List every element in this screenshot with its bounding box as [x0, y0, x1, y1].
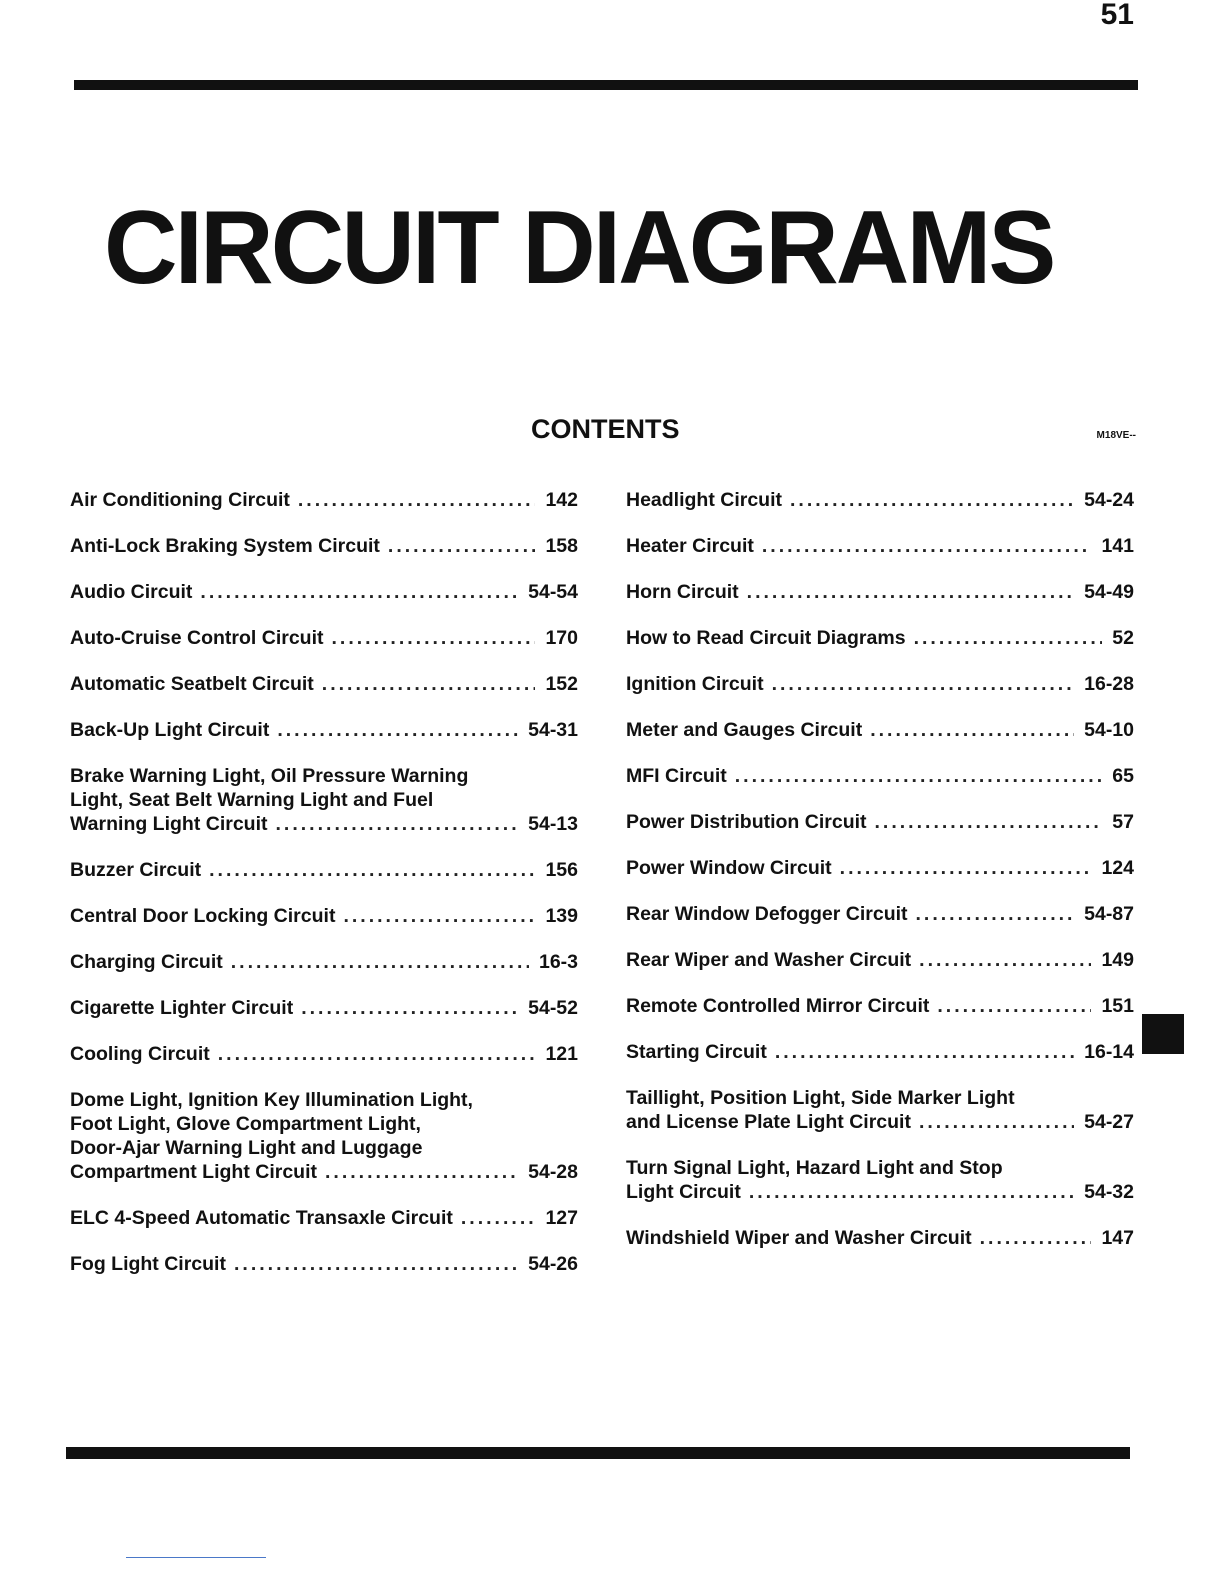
contents-entry[interactable]	[626, 948, 1134, 972]
contents-entry-line	[70, 534, 578, 558]
bottom-rule	[66, 1447, 1130, 1459]
contents-entry-line	[626, 1156, 1134, 1180]
contents-entry[interactable]	[70, 488, 578, 512]
contents-entry-page: 149	[1101, 949, 1134, 971]
contents-entry[interactable]	[626, 672, 1134, 696]
contents-entry-line	[70, 764, 578, 788]
contents-entry-line	[70, 488, 578, 512]
contents-entry-line	[626, 994, 1134, 1018]
dot-leader	[840, 856, 1092, 880]
contents-entry-page: 54-52	[528, 997, 578, 1019]
dot-leader	[980, 1226, 1092, 1250]
contents-entry-line	[626, 580, 1134, 604]
contents-entry[interactable]	[626, 902, 1134, 926]
contents-entry-page: 54-49	[1084, 581, 1134, 603]
contents-entry-line	[70, 580, 578, 604]
contents-entry-line	[626, 1086, 1134, 1110]
contents-entry-page: 16-14	[1084, 1041, 1134, 1063]
contents-entry-page: 170	[545, 627, 578, 649]
contents-entry-title: Horn Circuit	[626, 581, 739, 603]
contents-entry-page: 152	[545, 673, 578, 695]
contents-entry-page: 158	[545, 535, 578, 557]
scan-artifact-line	[126, 1557, 266, 1558]
dot-leader	[790, 488, 1074, 512]
contents-entry-title: Headlight Circuit	[626, 489, 783, 511]
dot-leader	[749, 1180, 1074, 1204]
contents-entry-line	[626, 948, 1134, 972]
contents-entry-title: Cigarette Lighter Circuit	[70, 997, 294, 1019]
contents-entry-title: Automatic Seatbelt Circuit	[70, 673, 314, 695]
contents-entry-title: Meter and Gauges Circuit	[626, 719, 863, 741]
contents-entry-page: 147	[1101, 1227, 1134, 1249]
contents-entry[interactable]	[70, 950, 578, 974]
contents-entry[interactable]	[70, 1042, 578, 1066]
contents-entry[interactable]	[626, 488, 1134, 512]
contents-entry-title: Taillight, Position Light, Side Marker Light	[626, 1087, 1015, 1109]
contents-entry-page: 16-28	[1084, 673, 1134, 695]
contents-entry-page: 65	[1112, 765, 1134, 787]
contents-entry-title: Buzzer Circuit	[70, 859, 202, 881]
contents-entry-page: 52	[1112, 627, 1134, 649]
dot-leader	[298, 488, 536, 512]
page-title: CIRCUIT DIAGRAMS	[104, 190, 1054, 306]
contents-entry[interactable]	[626, 1040, 1134, 1064]
contents-entry-page: 54-28	[528, 1161, 578, 1183]
contents-entry-title: Light Circuit	[626, 1181, 741, 1203]
contents-entry-page: 54-10	[1084, 719, 1134, 741]
contents-entry-line	[626, 1226, 1134, 1250]
contents-column-left	[70, 488, 578, 1298]
contents-column-right	[626, 488, 1134, 1272]
contents-entry-line	[70, 812, 578, 836]
dot-leader	[388, 534, 536, 558]
contents-entry-title: Door-Ajar Warning Light and Luggage	[70, 1137, 423, 1159]
dot-leader	[919, 1110, 1074, 1134]
contents-entry-page: 54-54	[528, 581, 578, 603]
contents-entry[interactable]	[626, 1086, 1134, 1134]
contents-entry[interactable]	[70, 904, 578, 928]
contents-entry-title: Back-Up Light Circuit	[70, 719, 270, 741]
contents-entry-title: Warning Light Circuit	[70, 813, 268, 835]
contents-entry[interactable]	[70, 1252, 578, 1276]
contents-entry-line	[70, 1206, 578, 1230]
contents-entry-line	[626, 1180, 1134, 1204]
contents-entry-title: Light, Seat Belt Warning Light and Fuel	[70, 789, 434, 811]
dot-leader	[937, 994, 1091, 1018]
dot-leader	[301, 996, 518, 1020]
dot-leader	[747, 580, 1074, 604]
contents-entry[interactable]	[70, 672, 578, 696]
contents-entry-page: 54-27	[1084, 1111, 1134, 1133]
contents-entry-line	[70, 1252, 578, 1276]
contents-entry-title: Air Conditioning Circuit	[70, 489, 290, 511]
dot-leader	[762, 534, 1092, 558]
contents-entry-line	[626, 672, 1134, 696]
contents-entry-line	[626, 764, 1134, 788]
contents-entry-line	[626, 1040, 1134, 1064]
contents-entry-title: Ignition Circuit	[626, 673, 764, 695]
contents-entry-line	[70, 718, 578, 742]
contents-entry-page: 16-3	[538, 951, 578, 973]
dot-leader	[234, 1252, 518, 1276]
contents-entry-page: 127	[545, 1207, 578, 1229]
contents-entry-line	[70, 858, 578, 882]
contents-entry-line	[70, 1160, 578, 1184]
dot-leader	[772, 672, 1075, 696]
contents-entry-title: How to Read Circuit Diagrams	[626, 627, 906, 649]
contents-entry-title: Dome Light, Ignition Key Illumination Light,	[70, 1089, 473, 1111]
contents-entry[interactable]	[70, 858, 578, 882]
contents-heading: CONTENTS	[531, 414, 680, 444]
contents-entry[interactable]	[70, 534, 578, 558]
contents-entry-line	[626, 902, 1134, 926]
contents-entry-page: 54-24	[1084, 489, 1134, 511]
contents-entry-line	[70, 672, 578, 696]
contents-entry[interactable]	[626, 856, 1134, 880]
document-code: M18VE--	[1096, 430, 1136, 441]
dot-leader	[870, 718, 1074, 742]
contents-entry[interactable]	[70, 1088, 578, 1184]
contents-entry[interactable]	[626, 764, 1134, 788]
contents-entry-title: Audio Circuit	[70, 581, 193, 603]
dot-leader	[209, 858, 535, 882]
dot-leader	[322, 672, 536, 696]
contents-entry[interactable]	[626, 534, 1134, 558]
contents-entry[interactable]	[626, 994, 1134, 1018]
contents-entry[interactable]	[626, 718, 1134, 742]
contents-entry-page: 141	[1101, 535, 1134, 557]
contents-entry-title: Central Door Locking Circuit	[70, 905, 336, 927]
contents-entry-line	[70, 904, 578, 928]
dot-leader	[231, 950, 529, 974]
dot-leader	[735, 764, 1103, 788]
contents-entry[interactable]	[626, 1226, 1134, 1250]
dot-leader	[200, 580, 518, 604]
contents-entry-line	[70, 996, 578, 1020]
contents-entry-page: 54-31	[528, 719, 578, 741]
contents-entry-title: Power Window Circuit	[626, 857, 832, 879]
contents-entry-page: 156	[545, 859, 578, 881]
contents-entry-title: ELC 4-Speed Automatic Transaxle Circuit	[70, 1207, 453, 1229]
contents-entry-title: and License Plate Light Circuit	[626, 1111, 911, 1133]
top-rule	[74, 80, 1138, 90]
contents-entry[interactable]	[626, 810, 1134, 834]
dot-leader	[875, 810, 1103, 834]
contents-entry-page: 54-26	[528, 1253, 578, 1275]
contents-entry-page: 121	[545, 1043, 578, 1065]
contents-entry-line	[626, 810, 1134, 834]
contents-entry-line	[70, 1088, 578, 1112]
contents-entry-line	[70, 1112, 578, 1136]
contents-entry-title: Rear Wiper and Washer Circuit	[626, 949, 912, 971]
dot-leader	[775, 1040, 1074, 1064]
dot-leader	[461, 1206, 536, 1230]
contents-entry[interactable]	[70, 626, 578, 650]
contents-entry-title: Compartment Light Circuit	[70, 1161, 317, 1183]
dot-leader	[919, 948, 1091, 972]
contents-entry-title: Brake Warning Light, Oil Pressure Warning	[70, 765, 469, 787]
contents-entry[interactable]	[70, 718, 578, 742]
dot-leader	[277, 718, 518, 742]
contents-entry-line	[70, 626, 578, 650]
contents-entry[interactable]	[70, 764, 578, 836]
contents-entry-title: Foot Light, Glove Compartment Light,	[70, 1113, 421, 1135]
contents-entry-title: Cooling Circuit	[70, 1043, 210, 1065]
contents-entry-page: 57	[1112, 811, 1134, 833]
contents-entry-page: 54-32	[1084, 1181, 1134, 1203]
dot-leader	[325, 1160, 518, 1184]
contents-entry[interactable]	[626, 1156, 1134, 1204]
dot-leader	[332, 626, 536, 650]
contents-entry-page: 142	[545, 489, 578, 511]
contents-entry[interactable]	[626, 626, 1134, 650]
contents-entry-title: Charging Circuit	[70, 951, 223, 973]
contents-entry-title: MFI Circuit	[626, 765, 727, 787]
contents-entry-title: Starting Circuit	[626, 1041, 767, 1063]
contents-entry-line	[70, 788, 578, 812]
contents-entry[interactable]	[70, 1206, 578, 1230]
contents-entry-title: Power Distribution Circuit	[626, 811, 867, 833]
contents-entry-title: Heater Circuit	[626, 535, 754, 557]
page-number: 51	[1100, 0, 1134, 31]
section-tab-marker	[1142, 1014, 1184, 1054]
contents-entry-title: Turn Signal Light, Hazard Light and Stop	[626, 1157, 1003, 1179]
contents-entry-line	[626, 626, 1134, 650]
contents-entry-line	[626, 534, 1134, 558]
contents-entry-title: Rear Window Defogger Circuit	[626, 903, 908, 925]
contents-entry-page: 139	[545, 905, 578, 927]
contents-entry-title: Remote Controlled Mirror Circuit	[626, 995, 930, 1017]
contents-entry[interactable]	[626, 580, 1134, 604]
contents-entry-title: Anti-Lock Braking System Circuit	[70, 535, 380, 557]
dot-leader	[914, 626, 1103, 650]
contents-entry-page: 54-87	[1084, 903, 1134, 925]
contents-entry-line	[626, 1110, 1134, 1134]
contents-entry-line	[70, 950, 578, 974]
contents-entry-page: 54-13	[528, 813, 578, 835]
contents-entry-page: 151	[1101, 995, 1134, 1017]
contents-entry-title: Auto-Cruise Control Circuit	[70, 627, 324, 649]
contents-entry-line	[626, 856, 1134, 880]
dot-leader	[276, 812, 519, 836]
contents-entry[interactable]	[70, 996, 578, 1020]
contents-entry-line	[626, 488, 1134, 512]
contents-entry-line	[70, 1042, 578, 1066]
contents-entry-line	[626, 718, 1134, 742]
dot-leader	[343, 904, 535, 928]
dot-leader	[218, 1042, 536, 1066]
contents-entry-title: Windshield Wiper and Washer Circuit	[626, 1227, 972, 1249]
contents-entry-title: Fog Light Circuit	[70, 1253, 226, 1275]
contents-entry-line	[70, 1136, 578, 1160]
dot-leader	[916, 902, 1075, 926]
contents-entry-page: 124	[1101, 857, 1134, 879]
contents-entry[interactable]	[70, 580, 578, 604]
